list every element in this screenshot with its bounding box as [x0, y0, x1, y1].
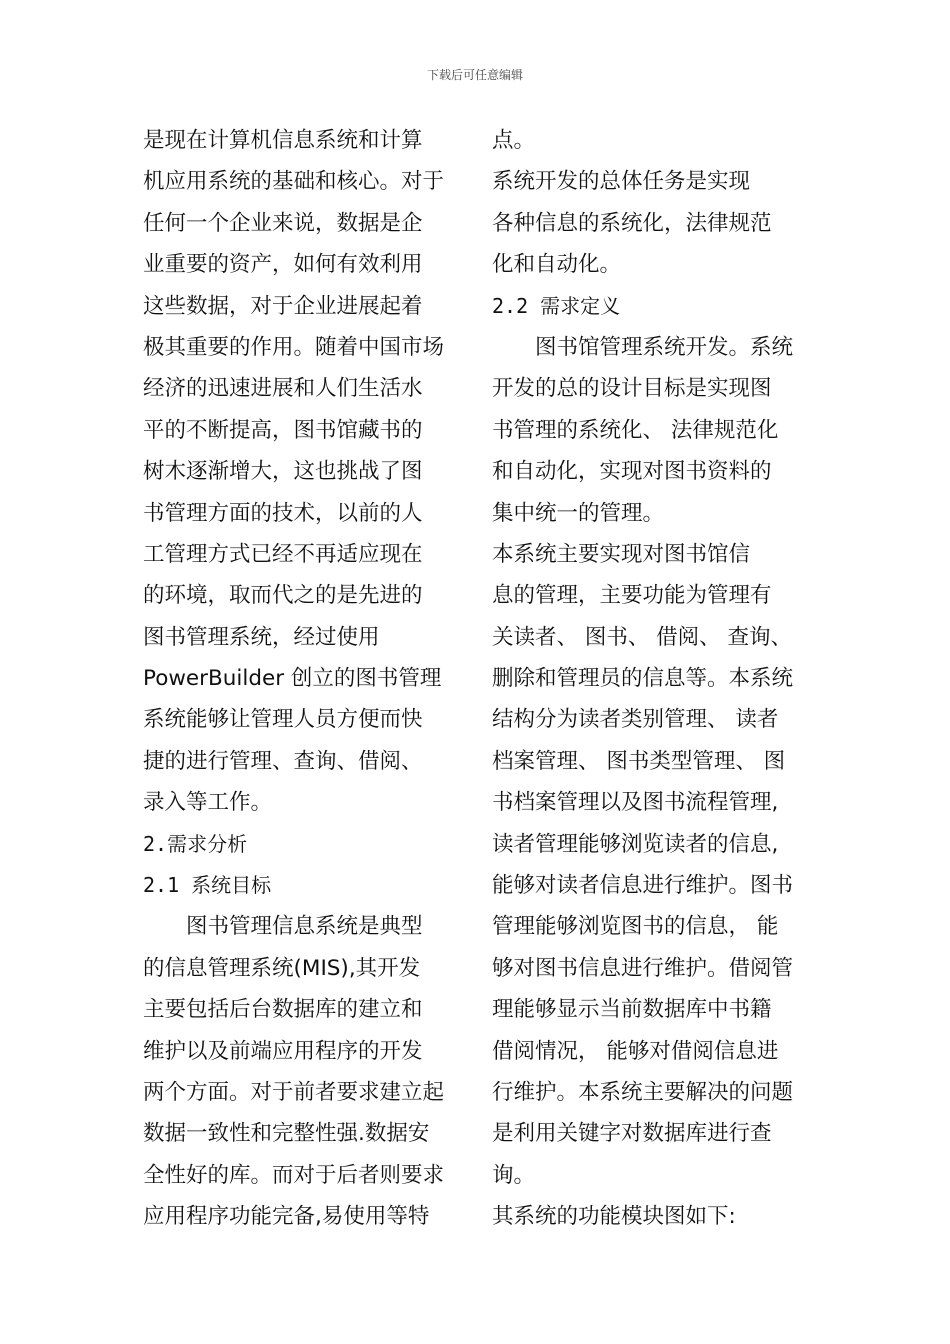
- text-line: 系统能够让管理人员方便而快: [143, 707, 423, 733]
- text-line: 应用程序功能完备,易使用等特: [143, 1204, 430, 1230]
- text-line: 档案管理、 图书类型管理、 图: [492, 748, 786, 774]
- text-line: 关读者、 图书、 借阅、 查询、: [492, 624, 793, 650]
- text-line: 数据一致性和完整性强.数据安: [143, 1121, 430, 1147]
- text-line: 系统开发的总体任务是实现: [492, 169, 751, 195]
- text-line: 其系统的功能模块图如下:: [492, 1204, 736, 1230]
- text-line: 经济的迅速进展和人们生活水: [143, 376, 423, 402]
- text-line: 够对图书信息进行维护。借阅管: [492, 955, 794, 981]
- text-line: 集中统一的管理。: [492, 500, 665, 526]
- text-line: 2.1 系统目标: [143, 873, 272, 898]
- text-line: 是现在计算机信息系统和计算: [143, 128, 423, 153]
- text-line: 任何一个企业来说，数据是企: [143, 210, 423, 236]
- text-line: 读者管理能够浏览读者的信息,: [492, 831, 779, 857]
- text-line: 业重要的资产，如何有效利用: [143, 252, 423, 278]
- text-line: 书管理的系统化、 法律规范化: [492, 417, 779, 443]
- text-line: 各种信息的系统化，法律规范: [492, 210, 772, 236]
- text-line: 借阅情况， 能够对借阅信息进: [492, 1038, 779, 1064]
- text-line: 两个方面。对于前者要求建立起: [143, 1079, 445, 1105]
- text-line: 本系统主要实现对图书馆信: [492, 541, 751, 567]
- text-line: 这些数据，对于企业进展起着: [143, 293, 423, 319]
- text-line: 树木逐渐增大，这也挑战了图: [143, 459, 423, 485]
- text-line: 主要包括后台数据库的建立和: [143, 997, 423, 1023]
- text-line: 维护以及前端应用程序的开发: [143, 1038, 423, 1064]
- text-line: 和自动化，实现对图书资料的: [492, 459, 772, 485]
- text-line: 点。: [492, 128, 536, 153]
- text-line: 捷的进行管理、查询、借阅、: [143, 748, 423, 774]
- right-text-column: [492, 120, 812, 1238]
- text-line: 极其重要的作用。随着中国市场: [143, 334, 445, 360]
- text-line: 开发的总的设计目标是实现图: [492, 376, 772, 402]
- text-line: 的环境，取而代之的是先进的: [143, 583, 423, 609]
- text-line: 书管理方面的技术，以前的人: [143, 500, 423, 526]
- page-header: 下载后可任意编辑: [426, 68, 523, 82]
- text-line: 全性好的库。而对于后者则要求: [143, 1162, 445, 1188]
- text-line: 能够对读者信息进行维护。图书: [492, 873, 794, 899]
- text-line: 结构分为读者类别管理、 读者: [492, 707, 779, 733]
- left-text-column: [143, 120, 463, 1238]
- text-line: 书档案管理以及图书流程管理,: [492, 790, 779, 816]
- text-line: 化和自动化。: [492, 252, 622, 278]
- text-line: 息的管理，主要功能为管理有: [492, 583, 772, 609]
- text-line: 询。: [492, 1162, 536, 1188]
- text-line: 行维护。本系统主要解决的问题: [492, 1079, 794, 1105]
- text-line: 图书馆管理系统开发。系统: [492, 334, 794, 360]
- text-line: 录入等工作。: [143, 790, 273, 816]
- text-line: 平的不断提高，图书馆藏书的: [143, 417, 423, 443]
- text-line: 理能够显示当前数据库中书籍: [492, 997, 772, 1023]
- text-line: 删除和管理员的信息等。本系统: [492, 666, 794, 692]
- text-line: 2.2 需求定义: [492, 293, 621, 318]
- text-line: 图书管理信息系统是典型: [143, 914, 423, 940]
- text-line: 机应用系统的基础和核心。对于: [143, 169, 445, 195]
- text-line: 管理能够浏览图书的信息， 能: [492, 914, 779, 940]
- text-line: 工管理方式已经不再适应现在: [143, 541, 423, 567]
- text-line: 的信息管理系统(MIS),其开发: [143, 955, 421, 981]
- text-line: 是利用关键字对数据库进行查: [492, 1121, 772, 1147]
- text-line: PowerBuilder 创立的图书管理: [143, 666, 442, 692]
- text-line: 图书管理系统，经过使用: [143, 624, 380, 650]
- text-line: 2.需求分析: [143, 831, 248, 856]
